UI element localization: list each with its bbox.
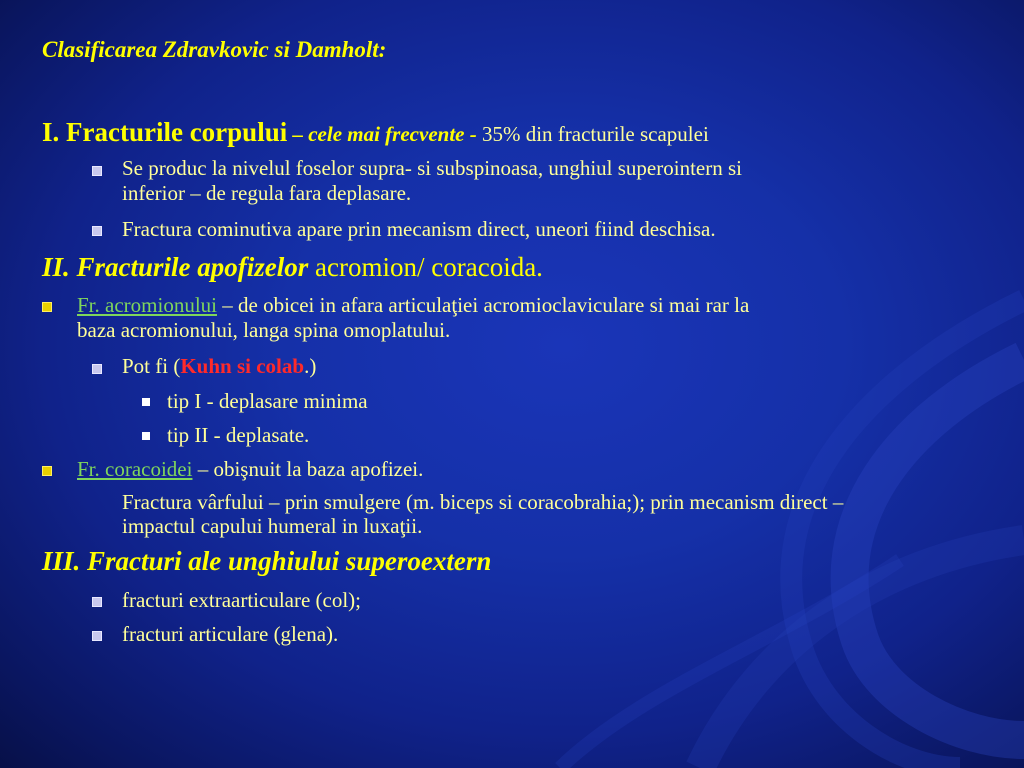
acromion-sub-suffix: .)	[304, 354, 317, 378]
acromion-line-1	[77, 294, 749, 317]
acromion-sub	[122, 355, 316, 378]
section-1-heading	[42, 117, 709, 148]
type-1: tip I - deplasare minima	[167, 389, 368, 413]
slide-title: Clasificarea Zdravkovic si Damholt:	[42, 37, 387, 62]
section-3-item-2: fracturi articulare (glena).	[122, 622, 339, 646]
section-2-heading-bold: II. Fracturile apofizelor	[42, 252, 309, 282]
section-1-item-2: Fractura cominutiva apare prin mecanism direct, uneori fiind deschisa.	[122, 217, 716, 241]
section-3-item-1: fracturi extraarticulare (col);	[122, 588, 362, 612]
bullet-square-icon	[92, 597, 102, 607]
section-1-heading-italic: – cele mai frecvente -	[287, 122, 482, 146]
section-1-heading-plain: 35% din fracturile scapulei	[481, 122, 709, 146]
coracoid-note-line-1: Fractura vârfului – prin smulgere (m. biceps si coracobrahia;); prin mecanism direct –	[122, 490, 844, 514]
bullet-square-icon	[142, 432, 150, 440]
bullet-square-icon	[92, 166, 102, 176]
bullet-square-icon	[42, 302, 52, 312]
section-1-item-1-line-1: Se produc la nivelul foselor supra- si subspinoasa, unghiul superointern si	[122, 156, 742, 180]
acromion-sub-prefix: Pot fi (	[122, 354, 181, 378]
bullet-square-icon	[92, 226, 102, 236]
coracoid-link[interactable]: Fr. coracoidei	[77, 457, 193, 481]
type-2: tip II - deplasate.	[167, 423, 310, 447]
section-3-heading: III. Fracturi ale unghiului superoextern	[42, 546, 492, 576]
acromion-line-2: baza acromionului, langa spina omoplatului.	[77, 318, 451, 342]
bullet-square-icon	[142, 398, 150, 406]
kuhn-highlight: Kuhn si colab	[180, 354, 305, 378]
section-2-heading	[42, 252, 543, 283]
section-2-heading-plain: acromion/ coracoida.	[308, 252, 543, 282]
section-1-item-1-line-2: inferior – de regula fara deplasare.	[122, 181, 412, 205]
acromion-text-1: – de obicei in afara articulaţiei acromioclaviculare si mai rar la	[217, 293, 750, 317]
bullet-square-icon	[42, 466, 52, 476]
acromion-link[interactable]: Fr. acromionului	[77, 293, 217, 317]
bullet-square-icon	[92, 631, 102, 641]
section-1-heading-bold: I. Fracturile corpului	[42, 117, 288, 147]
bullet-square-icon	[92, 364, 102, 374]
coracoid-line	[77, 458, 423, 481]
coracoid-text: – obişnuit la baza apofizei.	[192, 457, 424, 481]
coracoid-note-line-2: impactul capului humeral in luxaţii.	[122, 514, 423, 538]
